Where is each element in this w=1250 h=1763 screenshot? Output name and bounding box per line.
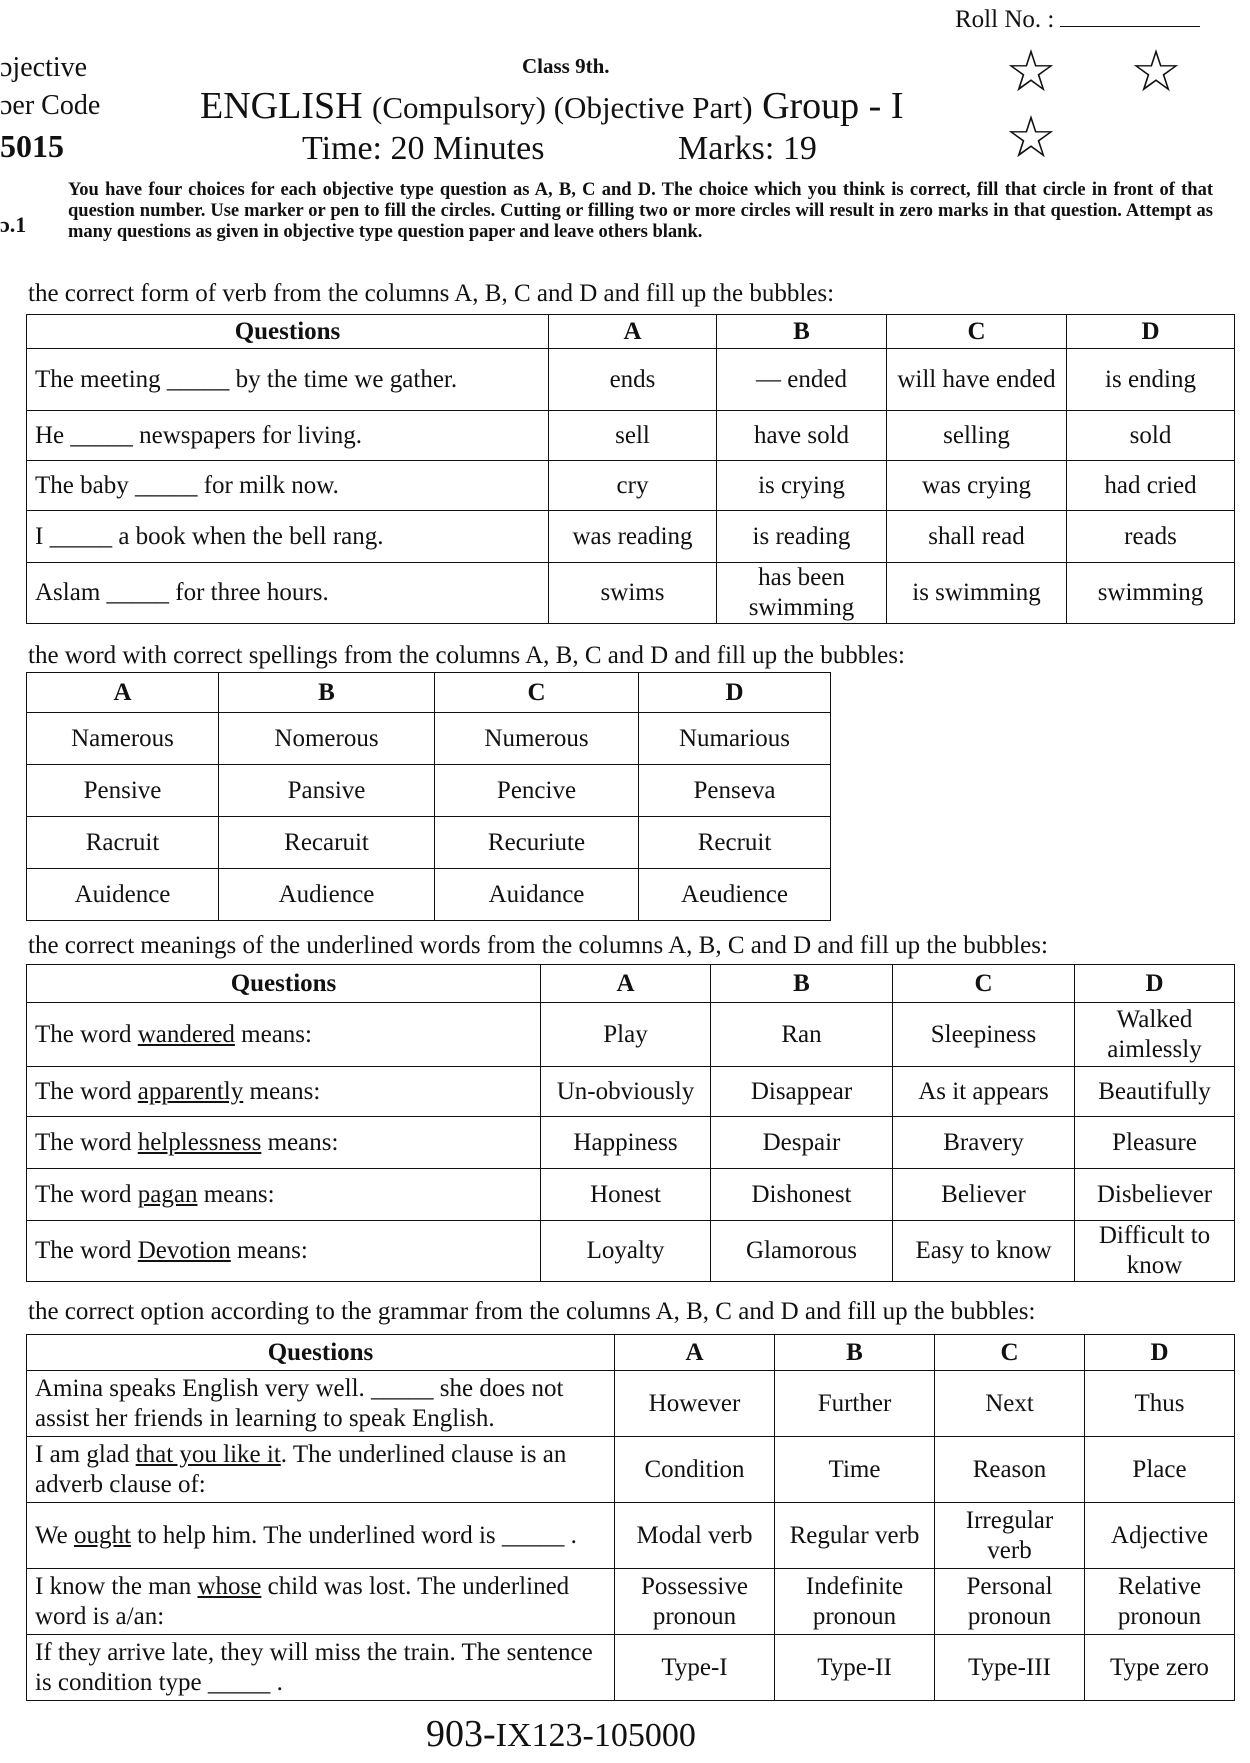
question-pre: We	[35, 1521, 74, 1549]
star-icon: ☆	[1130, 37, 1182, 105]
option-a[interactable]: Un-obviously	[541, 1067, 711, 1117]
option-a[interactable]: Modal verb	[615, 1503, 775, 1569]
underlined-word: whose	[197, 1572, 262, 1600]
question-pre: If they arrive late, they will miss the train. The sentence is condition type _____ .	[35, 1638, 593, 1696]
table-row	[27, 511, 1235, 563]
subject-detail: (Compulsory) (Objective Part)	[372, 90, 753, 125]
option-d[interactable]: Adjective	[1085, 1503, 1235, 1569]
option-d[interactable]: Place	[1085, 1437, 1235, 1503]
paper-code-footer	[426, 1712, 696, 1756]
option-d[interactable]: Penseva	[639, 765, 831, 817]
question-pre: The word	[35, 1020, 138, 1048]
option-a[interactable]: Loyalty	[541, 1221, 711, 1282]
section3-instruction: the correct meanings of the underlined words from the columns A, B, C and D and fill up the bubbles:	[28, 932, 1048, 959]
section2-instruction: the word with correct spellings from the columns A, B, C and D and fill up the bubbles:	[28, 642, 905, 669]
option-b[interactable]: is crying	[717, 461, 887, 511]
question-text	[27, 1635, 615, 1701]
col-header-a: A	[541, 965, 711, 1003]
question-text	[27, 1371, 615, 1437]
option-d[interactable]: Difficult to know	[1075, 1221, 1235, 1282]
option-d[interactable]: had cried	[1067, 461, 1235, 511]
option-a[interactable]: However	[615, 1371, 775, 1437]
option-a[interactable]: Type-I	[615, 1635, 775, 1701]
col-header-b: B	[219, 673, 435, 713]
underlined-word: that you like it	[135, 1440, 281, 1468]
col-header-c: C	[893, 965, 1075, 1003]
option-c[interactable]: Believer	[893, 1169, 1075, 1221]
class-label: Class 9th.	[522, 54, 610, 78]
option-c[interactable]: selling	[887, 411, 1067, 461]
table-row	[27, 563, 1235, 624]
question-post: means:	[197, 1180, 275, 1208]
option-a[interactable]: Racruit	[27, 817, 219, 869]
option-d[interactable]: Relative pronoun	[1085, 1569, 1235, 1635]
option-c[interactable]: Auidance	[435, 869, 639, 921]
question-text	[27, 1221, 541, 1282]
left-objective-text: ɔjective	[0, 52, 88, 83]
question-number: ɔ.1	[0, 212, 27, 237]
option-c[interactable]: shall read	[887, 511, 1067, 563]
question-pre: I am glad	[35, 1440, 136, 1468]
option-d[interactable]: Numarious	[639, 713, 831, 765]
question-pre: The word	[35, 1128, 138, 1156]
option-d[interactable]: Aeudience	[639, 869, 831, 921]
option-d[interactable]: is ending	[1067, 349, 1235, 411]
paper-title	[200, 84, 903, 128]
option-b[interactable]: Ran	[711, 1003, 893, 1067]
col-header-b: B	[775, 1335, 935, 1371]
section4-instruction: the correct option according to the grammar from the columns A, B, C and D and fill up the bubbles:	[28, 1298, 1036, 1325]
option-b[interactable]: Audience	[219, 869, 435, 921]
option-b[interactable]: has been swimming	[717, 563, 887, 624]
instructions: You have four choices for each objective type question as A, B, C and D. The choice which you think is correct, fill that circle in front of that question number. Use marker or pen to fill the circles. Cutting or filling two or more circles will result in zero marks in that question. Attempt as many questions as given in objective type question paper and leave others blank.	[68, 180, 1213, 242]
grammar-table	[26, 1334, 1235, 1701]
option-a[interactable]: Honest	[541, 1169, 711, 1221]
option-a[interactable]: Possessive pronoun	[615, 1569, 775, 1635]
meanings-table	[26, 964, 1235, 1282]
option-b[interactable]: Despair	[711, 1117, 893, 1169]
verb-form-table	[26, 314, 1235, 624]
col-header-c: C	[935, 1335, 1085, 1371]
question-post: means:	[230, 1237, 308, 1264]
option-c[interactable]: Easy to know	[893, 1221, 1075, 1282]
option-b[interactable]: Indefinite pronoun	[775, 1569, 935, 1635]
left-paper-code-text: ɔer Code	[0, 90, 101, 121]
question-text: He _____ newspapers for living.	[27, 411, 549, 461]
question-post: means:	[261, 1128, 339, 1156]
option-c[interactable]: Irregular verb	[935, 1503, 1085, 1569]
option-d[interactable]: swimming	[1067, 563, 1235, 624]
option-b[interactable]: Glamorous	[711, 1221, 893, 1282]
option-a[interactable]: Happiness	[541, 1117, 711, 1169]
option-a[interactable]: ends	[549, 349, 717, 411]
option-c[interactable]: Next	[935, 1371, 1085, 1437]
star-icon: ☆	[1005, 37, 1057, 105]
col-header-d: D	[1067, 315, 1235, 349]
option-c[interactable]: Personal pronoun	[935, 1569, 1085, 1635]
option-b[interactable]: Further	[775, 1371, 935, 1437]
col-header-b: B	[711, 965, 893, 1003]
question-text: The baby _____ for milk now.	[27, 461, 549, 511]
footer-code-rest: IX123-105000	[495, 1717, 696, 1754]
question-pre: The word	[35, 1180, 138, 1208]
question-text	[27, 1169, 541, 1221]
col-header-questions: Questions	[27, 315, 549, 349]
table-row	[27, 1221, 1235, 1282]
option-d[interactable]: sold	[1067, 411, 1235, 461]
option-b[interactable]: Disappear	[711, 1067, 893, 1117]
option-b[interactable]: Recaruit	[219, 817, 435, 869]
star-icon: ☆	[1005, 103, 1057, 171]
question-pre: Amina speaks English very well. _____ she does not assist her friends in learning to speak English.	[35, 1374, 564, 1432]
table-row	[27, 1003, 1235, 1067]
question-pre: I know the man	[35, 1572, 198, 1600]
underlined-word: wandered	[137, 1020, 235, 1048]
option-b[interactable]: have sold	[717, 411, 887, 461]
group-label: Group - I	[762, 85, 904, 127]
option-a[interactable]: swims	[549, 563, 717, 624]
option-d[interactable]: Beautifully	[1075, 1067, 1235, 1117]
col-header-c: C	[887, 315, 1067, 349]
option-a[interactable]: cry	[549, 461, 717, 511]
question-text	[27, 1067, 541, 1117]
option-d[interactable]: reads	[1067, 511, 1235, 563]
table-row	[27, 1437, 1235, 1503]
option-a[interactable]: Auidence	[27, 869, 219, 921]
underlined-word: apparently	[137, 1077, 244, 1105]
option-c[interactable]: Bravery	[893, 1117, 1075, 1169]
table-row	[27, 1371, 1235, 1437]
table-row	[27, 461, 1235, 511]
table-row	[27, 1117, 1235, 1169]
option-d[interactable]: Type zero	[1085, 1635, 1235, 1701]
question-text	[27, 1437, 615, 1503]
option-b[interactable]: Pansive	[219, 765, 435, 817]
option-a[interactable]: Condition	[615, 1437, 775, 1503]
underlined-word: Devotion	[137, 1237, 231, 1264]
question-pre: The word	[35, 1077, 138, 1105]
option-c[interactable]: Numerous	[435, 713, 639, 765]
col-header-d: D	[639, 673, 831, 713]
option-a[interactable]: Namerous	[27, 713, 219, 765]
col-header-b: B	[717, 315, 887, 349]
table-row	[27, 765, 831, 817]
roll-label: Roll No. :	[955, 6, 1055, 33]
option-b[interactable]: Type-II	[775, 1635, 935, 1701]
option-b[interactable]: Dishonest	[711, 1169, 893, 1221]
option-a[interactable]: sell	[549, 411, 717, 461]
roll-number-blank	[1060, 6, 1200, 27]
roll-number	[955, 6, 1200, 34]
option-c[interactable]: Pencive	[435, 765, 639, 817]
question-post: . The underlined clause is an adverb clause of:	[35, 1440, 567, 1498]
table-row	[27, 713, 831, 765]
option-b[interactable]: — ended	[717, 349, 887, 411]
underlined-word: helplessness	[137, 1128, 262, 1156]
question-post: means:	[243, 1077, 321, 1105]
question-post: child was lost. The underlined word is a/an:	[35, 1572, 570, 1630]
question-text: I _____ a book when the bell rang.	[27, 511, 549, 563]
table-row	[27, 411, 1235, 461]
question-text	[27, 1569, 615, 1635]
table-row	[27, 1169, 1235, 1221]
table-row	[27, 349, 1235, 411]
option-b[interactable]: Time	[775, 1437, 935, 1503]
col-header-questions: Questions	[27, 1335, 615, 1371]
col-header-a: A	[549, 315, 717, 349]
question-text	[27, 1117, 541, 1169]
spelling-table	[26, 672, 831, 921]
left-code-number: 5015	[0, 128, 64, 164]
option-b[interactable]: Regular verb	[775, 1503, 935, 1569]
question-pre: The word	[35, 1237, 138, 1264]
option-b[interactable]: Nomerous	[219, 713, 435, 765]
question-text: The meeting _____ by the time we gather.	[27, 349, 549, 411]
table-row	[27, 817, 831, 869]
option-a[interactable]: Play	[541, 1003, 711, 1067]
table-row	[27, 869, 831, 921]
option-c[interactable]: As it appears	[893, 1067, 1075, 1117]
table-row	[27, 1635, 1235, 1701]
time-label: Time: 20 Minutes	[302, 130, 545, 167]
option-d[interactable]: Pleasure	[1075, 1117, 1235, 1169]
option-d[interactable]: Thus	[1085, 1371, 1235, 1437]
option-c[interactable]: Sleepiness	[893, 1003, 1075, 1067]
question-text	[27, 1003, 541, 1067]
col-header-d: D	[1085, 1335, 1235, 1371]
option-d[interactable]: Disbeliever	[1075, 1169, 1235, 1221]
subject-name: ENGLISH	[200, 85, 363, 127]
option-c[interactable]: is swimming	[887, 563, 1067, 624]
underlined-word: pagan	[137, 1180, 198, 1208]
option-c[interactable]: Reason	[935, 1437, 1085, 1503]
option-d[interactable]: Walked aimlessly	[1075, 1003, 1235, 1067]
question-post: to help him. The underlined word is _____ .	[130, 1521, 577, 1549]
option-a[interactable]: was reading	[549, 511, 717, 563]
col-header-c: C	[435, 673, 639, 713]
option-c[interactable]: will have ended	[887, 349, 1067, 411]
option-c[interactable]: Type-III	[935, 1635, 1085, 1701]
option-c[interactable]: was crying	[887, 461, 1067, 511]
col-header-a: A	[27, 673, 219, 713]
col-header-d: D	[1075, 965, 1235, 1003]
table-row	[27, 1067, 1235, 1117]
option-b[interactable]: is reading	[717, 511, 887, 563]
underlined-word: ought	[73, 1521, 131, 1549]
option-d[interactable]: Recruit	[639, 817, 831, 869]
question-post: means:	[234, 1020, 312, 1048]
table-row	[27, 1569, 1235, 1635]
footer-code-prefix: 903-	[426, 1713, 496, 1755]
col-header-a: A	[615, 1335, 775, 1371]
question-text: Aslam _____ for three hours.	[27, 563, 549, 624]
option-a[interactable]: Pensive	[27, 765, 219, 817]
col-header-questions: Questions	[27, 965, 541, 1003]
table-row	[27, 1503, 1235, 1569]
marks-label: Marks: 19	[678, 130, 817, 167]
section1-instruction: the correct form of verb from the columns A, B, C and D and fill up the bubbles:	[28, 280, 835, 307]
option-c[interactable]: Recuriute	[435, 817, 639, 869]
question-text	[27, 1503, 615, 1569]
